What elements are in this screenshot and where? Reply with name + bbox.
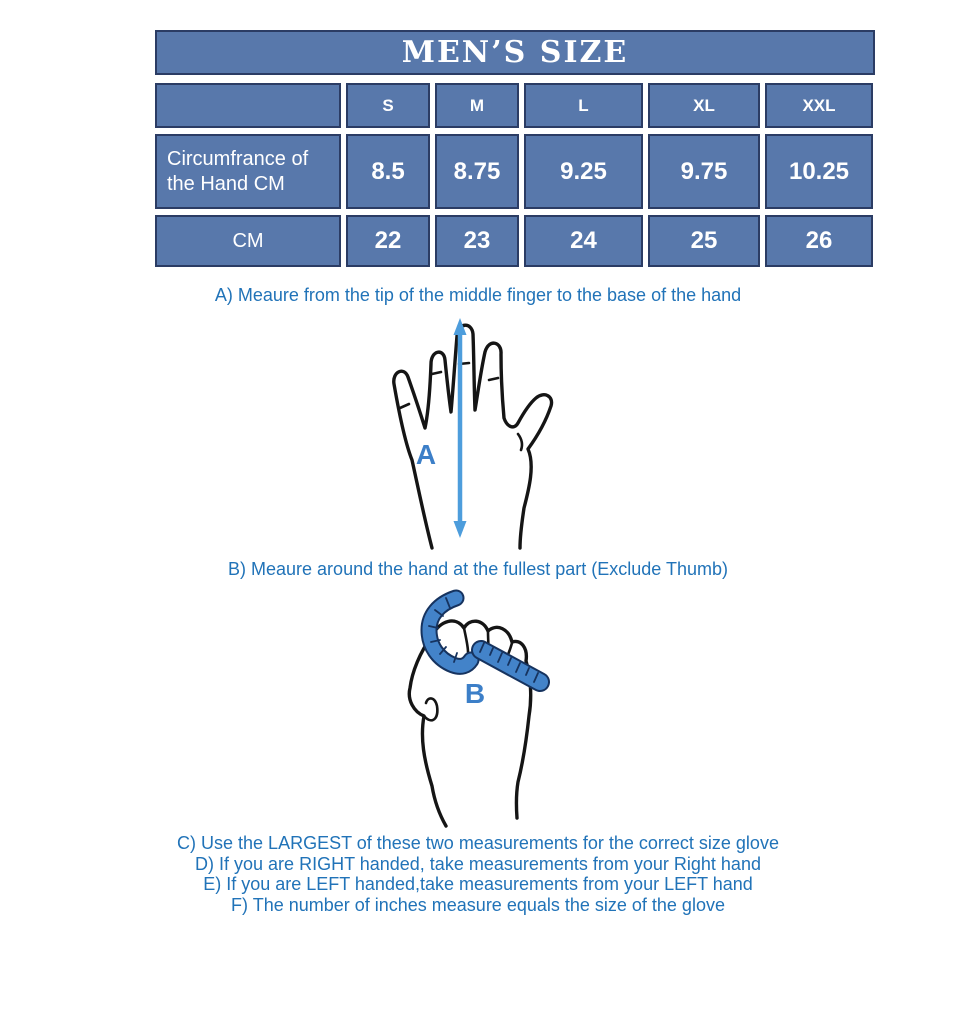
table-grid [155,83,875,267]
fist-diagram [380,588,600,830]
instruction-d: D) If you are RIGHT handed, take measurements from your Right hand [195,853,761,874]
hand-outline [394,325,552,548]
row-label-circumference: Circumfrance of the Hand CM [155,134,341,209]
circumference-value-l: 9.25 [524,134,643,209]
cm-value-s: 22 [346,215,430,267]
cm-value-xl: 25 [648,215,760,267]
fist-label-b: B [464,678,486,709]
cm-value-l: 24 [524,215,643,267]
header-empty-cell [155,83,341,128]
header-cell-xl: XL [648,83,760,128]
header-cell-l: L [524,83,643,128]
header-cell-s: S [346,83,430,128]
row-label-cm: CM [155,215,341,267]
circumference-value-m: 8.75 [435,134,519,209]
circumference-value-s: 8.5 [346,134,430,209]
header-cell-xxl: XXL [765,83,873,128]
instruction-a: A) Meaure from the tip of the middle finger to the base of the hand [214,285,742,305]
mens-size-table [155,30,875,267]
instruction-f: F) The number of inches measure equals the size of the glove [231,894,725,915]
hand-label-a: A [415,439,437,470]
instructions-footer [0,833,956,915]
open-hand-diagram [368,312,588,550]
instruction-e: E) If you are LEFT handed,take measurements from your LEFT hand [203,874,753,894]
cm-value-m: 23 [435,215,519,267]
circumference-value-xl: 9.75 [648,134,760,209]
circumference-value-xxl: 10.25 [765,134,873,209]
instruction-b: B) Meaure around the hand at the fullest part (Exclude Thumb) [228,559,728,579]
cm-value-xxl: 26 [765,215,873,267]
instruction-c: C) Use the LARGEST of these two measurements for the correct size glove [177,833,779,853]
table-title: MEN’S SIZE [155,30,875,75]
header-cell-m: M [435,83,519,128]
